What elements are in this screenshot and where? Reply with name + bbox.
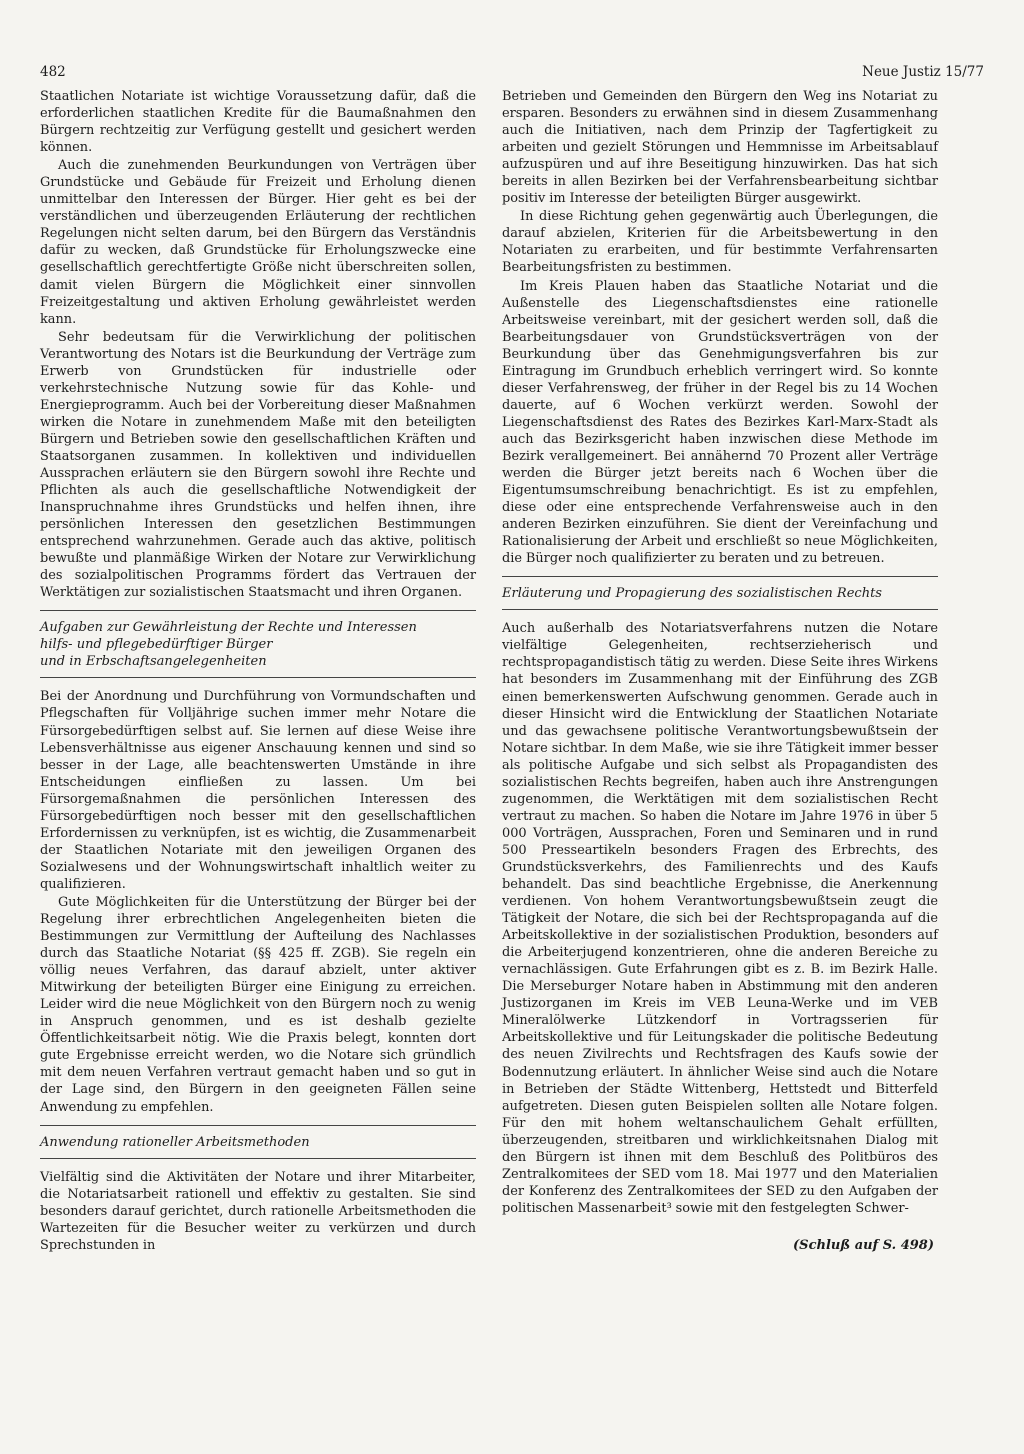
- paragraph: Auch außerhalb des Notariatsverfahrens nutzen die Notare vielfältige Gelegenheiten, rechtserzieherisch und rechtspropagandistisch tätig zu werden. Diese Seite ihres Wirkens hat besonders im Zusammenhang mit der Einführung des ZGB einen bemerkenswerten Aufschwung genommen. Gerade auch in dieser Hinsicht wird die Entwicklung der Staatlichen Notariate und das gewachsene politische Verantwortungsbewußtsein der Notare sichtbar. In dem Maße, wie sie ihre Tätigkeit immer besser als politische Aufgabe und sich selbst als Propagandisten des sozialistischen Rechts begreifen, haben auch ihre Anstrengungen zugenommen, die Werktätigen mit dem sozialistischen Recht vertraut zu machen. So haben die Notare im Jahre 1976 in über 5 000 Vorträgen, Aussprachen, Foren und Seminaren und in rund 500 Presseartikeln besonders Fragen des Erbrechts, des Grundstücksverkehrs, des Familienrechts und des Kaufs behandelt. Das sind beachtliche Ergebnisse, die Anerkennung verdienen. Von hohem Verantwortungsbewußtsein zeugt die Tätigkeit der Notare, die sich bei der Rechtspropaganda auf die Arbeitskollektive in der sozialistischen Produktion, besonders auf die Arbeiterjugend konzentrieren, ohne die anderen Bereiche zu vernachlässigen. Gute Erfahrungen gibt es z. B. im Bezirk Halle. Die Merseburger Notare haben in Abstimmung mit den anderen Justizorganen im Kreis im VEB Leuna-Werke und im VEB Mineralölwerke Lützkendorf in Vortragsserien für Arbeitskollektive und für Leitungskader die politische Bedeutung des neuen Zivilrechts und Rechtsfragen des Kaufs sowie der Bodennutzung erläutert. In ähnlicher Weise sind auch die Notare in Betrieben der Städte Wittenberg, Hettstedt und Bitterfeld aufgetreten. Diesen guten Beispielen sollten alle Notare folgen. Für den mit hohem weltanschaulichem Gehalt erfüllten, überzeugenden, streitbaren und wirklichkeitsnahen Dialog mit den Bürgern ist ihnen mit dem Beschluß des Politbüros des Zentralkomitees der SED vom 18. Mai 1977 und den Materialien der Konferenz des Zentralkomitees der SED zu den Aufgaben der politischen Massenarbeit³ sowie mit den festgelegten Schwer-: [502, 621, 939, 1216]
- section-heading-propagierung: Erläuterung und Propagierung des sozialistischen Rechts: [502, 576, 938, 610]
- paragraph: Im Kreis Plauen haben das Staatliche Notariat und die Außenstelle des Liegenschaftsdienstes eine rationelle Arbeitsweise vereinbart, mit der gesichert werden soll, daß die Bearbeitungsdauer von Grundstücksverträgen von der Beurkundung über das Genehmigungsverfahren bis zur Eintragung im Grundbuch erheblich verringert wird. So konnte dieser Verfahrensweg, der früher in der Regel bis zu 14 Wochen dauerte, auf 6 Wochen verkürzt werden. Sowohl der Liegenschaftsdienst des Rates des Bezirkes Karl-Marx-Stadt als auch das Bezirksgericht haben inzwischen diese Methode im Bezirk verallgemeinert. Bei annähernd 70 Prozent aller Verträge werden die Bürger jetzt bereits nach 6 Wochen über die Eigentumsumschreibung benachrichtigt. Es ist zu empfehlen, diese oder eine entsprechende Verfahrensweise auch in den anderen Bezirken einzuführen. Sie dient der Vereinfachung und Rationalisierung der Arbeit und erschließt so neue Möglichkeiten, die Bürger noch qualifizierter zu beraten und zu betreuen.: [502, 278, 938, 567]
- section-heading-aufgaben: [40, 610, 476, 678]
- page-number: 482: [40, 64, 66, 80]
- journal-issue: Neue Justiz 15/77: [862, 64, 984, 80]
- right-column: [502, 88, 938, 1254]
- running-head: [40, 62, 984, 82]
- paragraph: Vielfältig sind die Aktivitäten der Notare und ihrer Mitarbeiter, die Notariatsarbeit rationell und effektiv zu gestalten. Sie sind besonders darauf gerichtet, durch rationelle Arbeitsmethoden die Wartezeiten für die Besucher weiter zu verkürzen und durch Sprechstunden in: [40, 1169, 476, 1253]
- paragraph: Sehr bedeutsam für die Verwirklichung der politischen Verantwortung des Notars ist die Beurkundung der Verträge zum Erwerb von Grundstücken für industrielle oder verkehrstechnische Nutzung sowie für das Kohle- und Energieprogramm. Auch bei der Vorbereitung dieser Maßnahmen wirken die Notare in zunehmendem Maße mit den beteiligten Bürgern und Betrieben sowie den gesellschaftlichen Kräften und Staatsorganen zusammen. In kollektiven und individuellen Aussprachen erläutern sie den Bürgern sowohl ihre Rechte und Pflichten als auch die gesellschaftliche Notwendigkeit der Inanspruchnahme ihres Grundstücks und helfen ihnen, ihre persönlichen Interessen den gesetzlichen Bestimmungen entsprechend wahrzunehmen. Gerade auch das aktive, politisch bewußte und planmäßige Wirken der Notare zur Verwirklichung des sozialpolitischen Programms fördert das Vertrauen der Werktätigen zur sozialistischen Staatsmacht und ihren Organen.: [40, 329, 476, 601]
- paragraph: Bei der Anordnung und Durchführung von Vormundschaften und Pflegschaften für Volljährige suchen immer mehr Notare die Fürsorgebedürftigen selbst auf. Sie lernen auf diese Weise ihre Lebensverhältnisse aus eigener Anschauung kennen und sind so besser in der Lage, alle beachtenswerten Umstände in ihre Entscheidungen einfließen zu lassen. Um bei Fürsorgemaßnahmen die persönlichen Interessen des Fürsorgebedürftigen noch besser mit den gesellschaftlichen Erfordernissen zu verknüpfen, ist es wichtig, die Zusammenarbeit der Staatlichen Notariate mit den jeweiligen Organen des Sozialwesens und der Wohnungswirtschaft inhaltlich weiter zu qualifizieren.: [40, 689, 476, 892]
- section-heading-line: hilfs- und pflegebedürftiger Bürger: [40, 637, 273, 653]
- paragraph: Staatlichen Notariate ist wichtige Voraussetzung dafür, daß die erforderlichen staatlichen Kredite für die Baumaßnahmen den Bürgern rechtzeitig zur Verfügung gestellt und gesichert werden können.: [40, 89, 476, 156]
- section-heading-line: Aufgaben zur Gewährleistung der Rechte und Interessen: [40, 620, 417, 636]
- section-heading-line: und in Erbschaftsangelegenheiten: [40, 654, 267, 670]
- paragraph: Auch die zunehmenden Beurkundungen von Verträgen über Grundstücke und Gebäude für Freizeit und Erholung dienen unmittelbar den Interessen der Bürger. Hier geht es bei der verständlichen und überzeugenden Erläuterung der rechtlichen Regelungen nicht selten darum, bei den Bürgern das Verständnis dafür zu wecken, daß Grundstücke für Erholungszwecke eine gesellschaftlich gerechtfertigte Größe nicht überschreiten sollen, damit vielen Bürgern die Möglichkeit einer sinnvollen Freizeitgestaltung und aktiven Erholung gewährleistet werden kann.: [40, 158, 476, 327]
- continuation-note: (Schluß auf S. 498): [793, 1237, 934, 1253]
- paragraph: In diese Richtung gehen gegenwärtig auch Überlegungen, die darauf abzielen, Kriterien für die Arbeitsbewertung in den Notariaten zu erarbeiten, und für bestimmte Verfahrensarten Bearbeitungsfristen zu bestimmen.: [502, 209, 938, 276]
- paragraph: Betrieben und Gemeinden den Bürgern den Weg ins Notariat zu ersparen. Besonders zu erwähnen sind in diesem Zusammenhang auch die Initiativen, nach dem Prinzip der Tagfertigkeit zu arbeiten und gezielt Störungen und Hemmnisse im Arbeitsablauf aufzuspüren und auf ihre Beseitigung hinzuwirken. Das hat sich bereits in allen Bezirken bei der Verfahrensbearbeitung sichtbar positiv im Interesse der beteiligten Bürger ausgewirkt.: [502, 89, 938, 207]
- section-heading-arbeitsmethoden: Anwendung rationeller Arbeitsmethoden: [40, 1125, 476, 1159]
- paragraph: Gute Möglichkeiten für die Unterstützung der Bürger bei der Regelung ihrer erbrechtlichen Angelegenheiten bieten die Bestimmungen zur Vermittlung der Aufteilung des Nachlasses durch das Staatliche Notariat (§§ 425 ff. ZGB). Sie regeln ein völlig neues Verfahren, das darauf abzielt, unter aktiver Mitwirkung der beteiligten Bürger eine Einigung zu erreichen. Leider wird die neue Möglichkeit von den Bürgern noch zu wenig in Anspruch genommen, und es ist deshalb gezielte Öffentlichkeitsarbeit nötig. Wie die Praxis belegt, konnten dort gute Ergebnisse erreicht werden, wo die Notare sich gründlich mit dem neuen Verfahren vertraut gemacht haben und so gut in der Lage sind, den Bürgern in den geeigneten Fällen seine Anwendung zu empfehlen.: [40, 894, 476, 1115]
- left-column: [40, 88, 476, 1255]
